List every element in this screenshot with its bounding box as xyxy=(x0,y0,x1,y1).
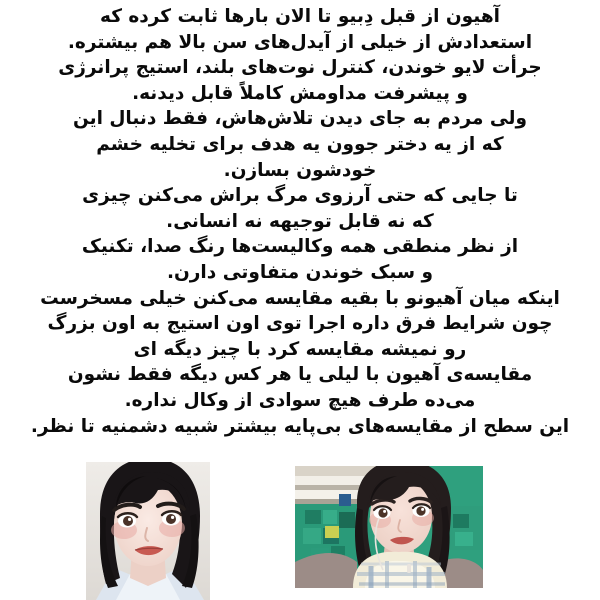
portrait-illustration-right xyxy=(295,466,483,588)
text-line: تا جایی که حتی آرزوی مرگ براش می‌کنن چیزی xyxy=(82,185,518,207)
text-line: اینکه میان آهیونو با بقیه مقایسه می‌کنن خیلی مسخرست xyxy=(40,287,560,309)
portrait-illustration-left xyxy=(86,462,210,600)
text-line: جرأت لایو خوندن، کنترل نوت‌های بلند، استیج پرانرژی xyxy=(58,57,542,79)
text-line: این سطح از مقایسه‌های بی‌پایه بیشتر شبیه دشمنیه تا نظر. xyxy=(30,415,570,437)
text-line: از نظر منطقی همه وکالیست‌ها رنگ صدا، تکنیک xyxy=(81,236,519,258)
text-line: خودشون بسازن. xyxy=(223,159,377,181)
text-line: ولی مردم به جای دیدن تلاش‌هاش، فقط دنبال این xyxy=(72,108,528,130)
text-line: استعدادش از خیلی از آیدل‌های سن بالا هم بیشتره. xyxy=(67,31,533,53)
text-line: آهیون از قبل دِبیو تا الان بارها ثابت کرده که xyxy=(99,6,501,27)
text-line: و پیشرفت مداومش کاملاً قابل دیدنه. xyxy=(132,82,468,104)
text-line: و سبک خوندن متفاوتی دارن. xyxy=(166,261,434,283)
text-line: رو نمیشه مقایسه کرد با چیز دیگه ای xyxy=(133,338,467,360)
photo-right-portrait xyxy=(295,466,483,588)
text-line: مقایسه‌ی آهیون با لیلی یا هر کس دیگه فقط نشون xyxy=(67,364,533,386)
photo-left-portrait xyxy=(86,462,210,600)
photo-collage xyxy=(0,458,600,600)
text-line: می‌ده طرف هیچ سوادی از وکال نداره. xyxy=(124,389,476,411)
text-line: که از یه دختر جوون یه هدف برای تخلیه خشم xyxy=(96,133,504,155)
text-line: که نه قابل توجیهه نه انسانی. xyxy=(166,210,434,232)
text-line: چون شرایط فرق داره اجرا توی اون استیج به اون بزرگ xyxy=(47,313,553,335)
